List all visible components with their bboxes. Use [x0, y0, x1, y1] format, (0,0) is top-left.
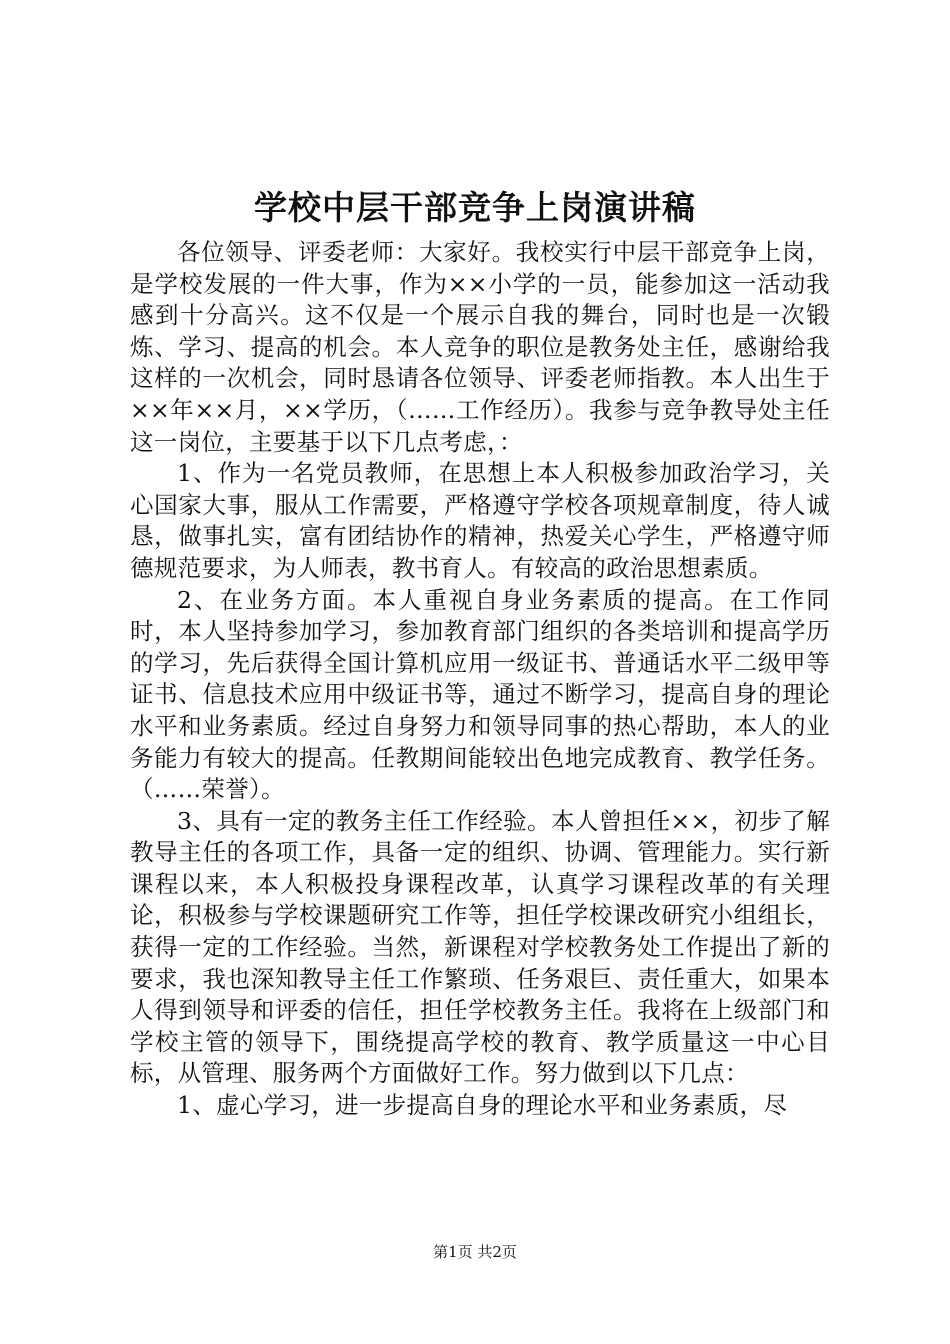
paragraph-point-3: 3、具有一定的教务主任工作经验。本人曾担任××，初步了解教导主任的各项工作，具备一定的组织、协调、管理能力。实行新课程以来，本人积极投身课程改革，认真学习课程改革的有关理论，积极参与学校课题研究工作等，担任学校课改研究小组组长，获得一定的工作经验。当然，新课程对学校教务处工作提出了新的要求，我也深知教导主任工作繁琐、任务艰巨、责任重大，如果本人得到领导和评委的信任，担任学校教务主任。我将在上级部门和学校主管的领导下，围绕提高学校的教育、教学质量这一中心目标，从管理、服务两个方面做好工作。努力做到以下几点：: [130, 806, 830, 1088]
paragraph-plan-1: 1、虚心学习，进一步提高自身的理论水平和业务素质，尽: [177, 1091, 788, 1120]
paragraph-intro: 各位领导、评委老师：大家好。我校实行中层干部竞争上岗，是学校发展的一件大事，作为××小学的一员，能参加这一活动我感到十分高兴。这不仅是一个展示自我的舞台，同时也是一次锻炼、学习、提高的机会。本人竞争的职位是教务处主任，感谢给我这样的一次机会，同时恳请各位领导、评委老师指教。本人出生于××年××月，××学历，（……工作经历）。我参与竞争教导处主任这一岗位，主要基于以下几点考虑，：: [130, 238, 830, 456]
paragraph-point-1: 1、作为一名党员教师，在思想上本人积极参加政治学习，关心国家大事，服从工作需要，严格遵守学校各项规章制度，待人诚恳，做事扎实，富有团结协作的精神，热爱关心学生，严格遵守师德规范要求，为人师表，教书育人。有较高的政治思想素质。: [130, 459, 830, 582]
page-footer: 第1页 共2页: [433, 1243, 517, 1261]
paragraph-point-2: 2、在业务方面。本人重视自身业务素质的提高。在工作同时，本人坚持参加学习，参加教育部门组织的各类培训和提高学历的学习，先后获得全国计算机应用一级证书、普通话水平二级甲等证书、信息技术应用中级证书等，通过不断学习，提高自身的理论水平和业务素质。经过自身努力和领导同事的热心帮助，本人的业务能力有较大的提高。任教期间能较出色地完成教育、教学任务。（……荣誉）。: [130, 585, 830, 804]
document-body: [130, 237, 830, 1122]
document-title: 学校中层干部竞争上岗演讲稿: [254, 188, 696, 227]
